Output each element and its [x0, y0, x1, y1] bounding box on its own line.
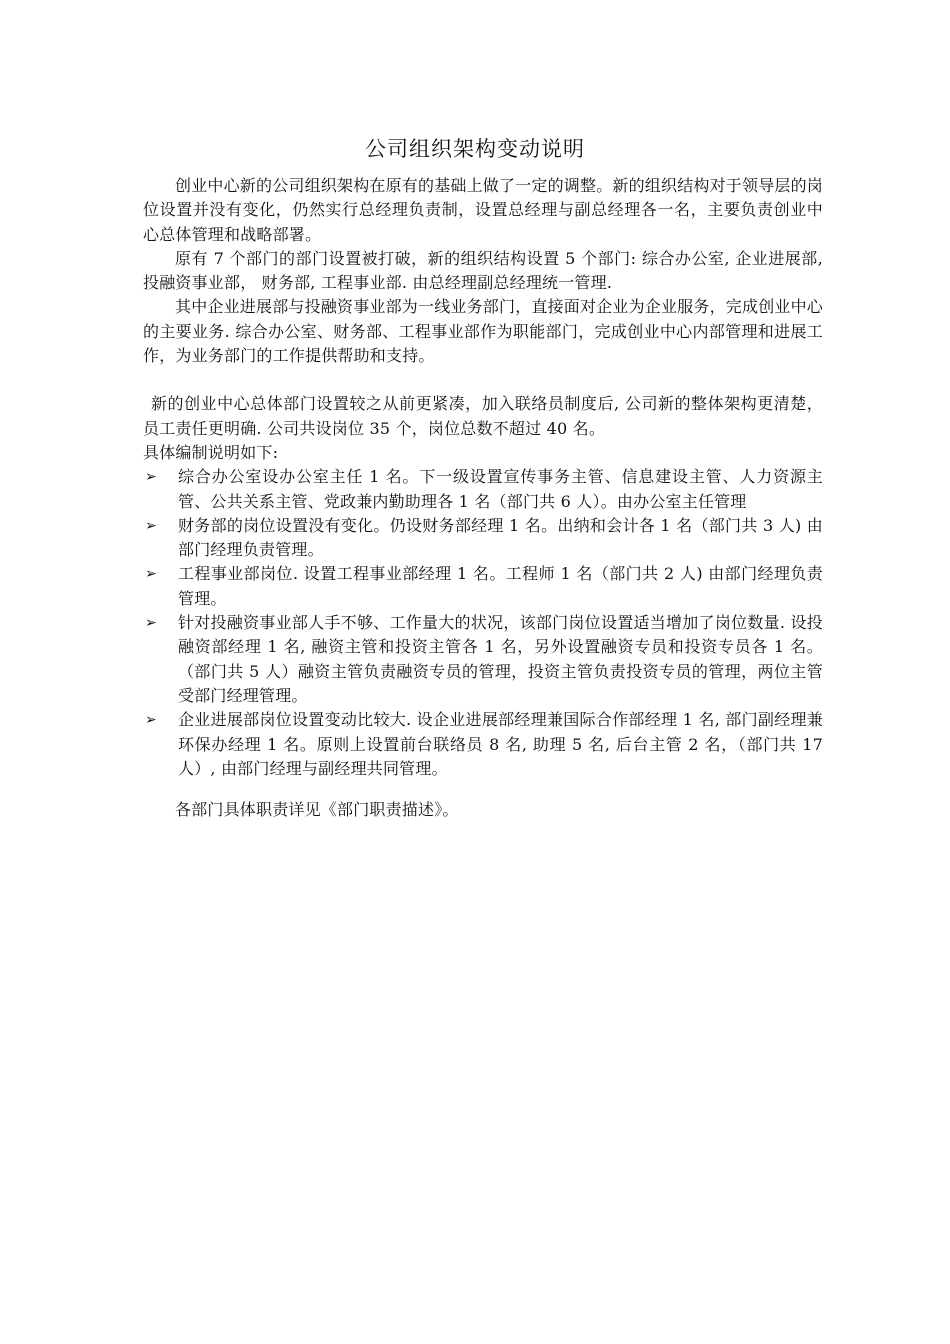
document-body	[143, 174, 823, 822]
paragraph-3: 其中企业进展部与投融资事业部为一线业务部门，直接面对企业为企业服务，完成创业中心的主要业务. 综合办公室、财务部、工程事业部作为职能部门，完成创业中心内部管理和进展工作，为业务部门的工作提供帮助和支持。	[143, 297, 824, 366]
list-item-text: 企业进展部岗位设置变动比较大. 设企业进展部经理兼国际合作部经理 1 名, 部门副经理兼环保办经理 1 名。原则上设置前台联络员 8 名, 助理 5 名, 后台主管 2 名，（部门共 17 人）, 由部门经理与副经理共同管理。	[178, 710, 823, 778]
arrow-bullet-icon: ➢	[145, 517, 157, 534]
document-title: 公司组织架构变动说明	[365, 137, 585, 161]
list-item-text: 工程事业部岗位. 设置工程事业部经理 1 名。工程师 1 名（部门共 2 人) 由部门经理负责管理。	[178, 564, 823, 608]
summary-paragraph: 新的创业中心总体部门设置较之从前更紧凑，加入联络员制度后, 公司新的整体架构更清楚，员工责任更明确. 公司共设岗位 35 个，岗位总数不超过 40 名。	[143, 394, 823, 438]
arrow-bullet-icon: ➢	[145, 566, 157, 583]
paragraph-1: 创业中心新的公司组织架构在原有的基础上做了一定的调整。新的组织结构对于领导层的岗位设置并没有变化，仍然实行总经理负责制，设置总经理与副总经理各一名，主要负责创业中心总体管理和战略部署。	[143, 176, 824, 244]
arrow-bullet-icon: ➢	[145, 712, 157, 729]
paragraph-2: 原有 7 个部门的部门设置被打破，新的组织结构设置 5 个部门: 综合办公室, 企业进展部, 投融资事业部， 财务部, 工程事业部. 由总经理副总经理统一管理.	[143, 248, 823, 293]
list-item-text: 综合办公室设办公室主任 1 名。下一级设置宣传事务主管、信息建设主管、人力资源主管、公共关系主管、党政兼内勤助理各 1 名（部门共 6 人）。由办公室主任管理	[178, 467, 823, 511]
list-item	[143, 514, 823, 563]
department-list	[143, 465, 823, 781]
list-item	[143, 611, 823, 708]
list-item	[143, 562, 823, 611]
list-item	[143, 708, 823, 781]
closing-note: 各部门具体职责详见《部门职责描述》。	[175, 800, 459, 820]
list-item-text: 财务部的岗位设置没有变化。仍设财务部经理 1 名。出纳和会计各 1 名（部门共 3 人) 由部门经理负责管理。	[178, 515, 823, 560]
arrow-bullet-icon: ➢	[145, 615, 157, 632]
blank-line	[143, 368, 823, 392]
details-intro: 具体编制说明如下:	[143, 442, 279, 462]
list-item	[143, 465, 823, 514]
arrow-bullet-icon: ➢	[145, 469, 157, 486]
list-item-text: 针对投融资事业部人手不够、工作量大的状况，该部门岗位设置适当增加了岗位数量. 设投融资部经理 1 名, 融资主管和投资主管各 1 名，另外设置融资专员和投资专员各 1 名。（部门共 5 人）融资主管负责融资专员的管理，投资主管负责投资专员的管理，两位主管受部门经理管理。	[178, 613, 823, 705]
